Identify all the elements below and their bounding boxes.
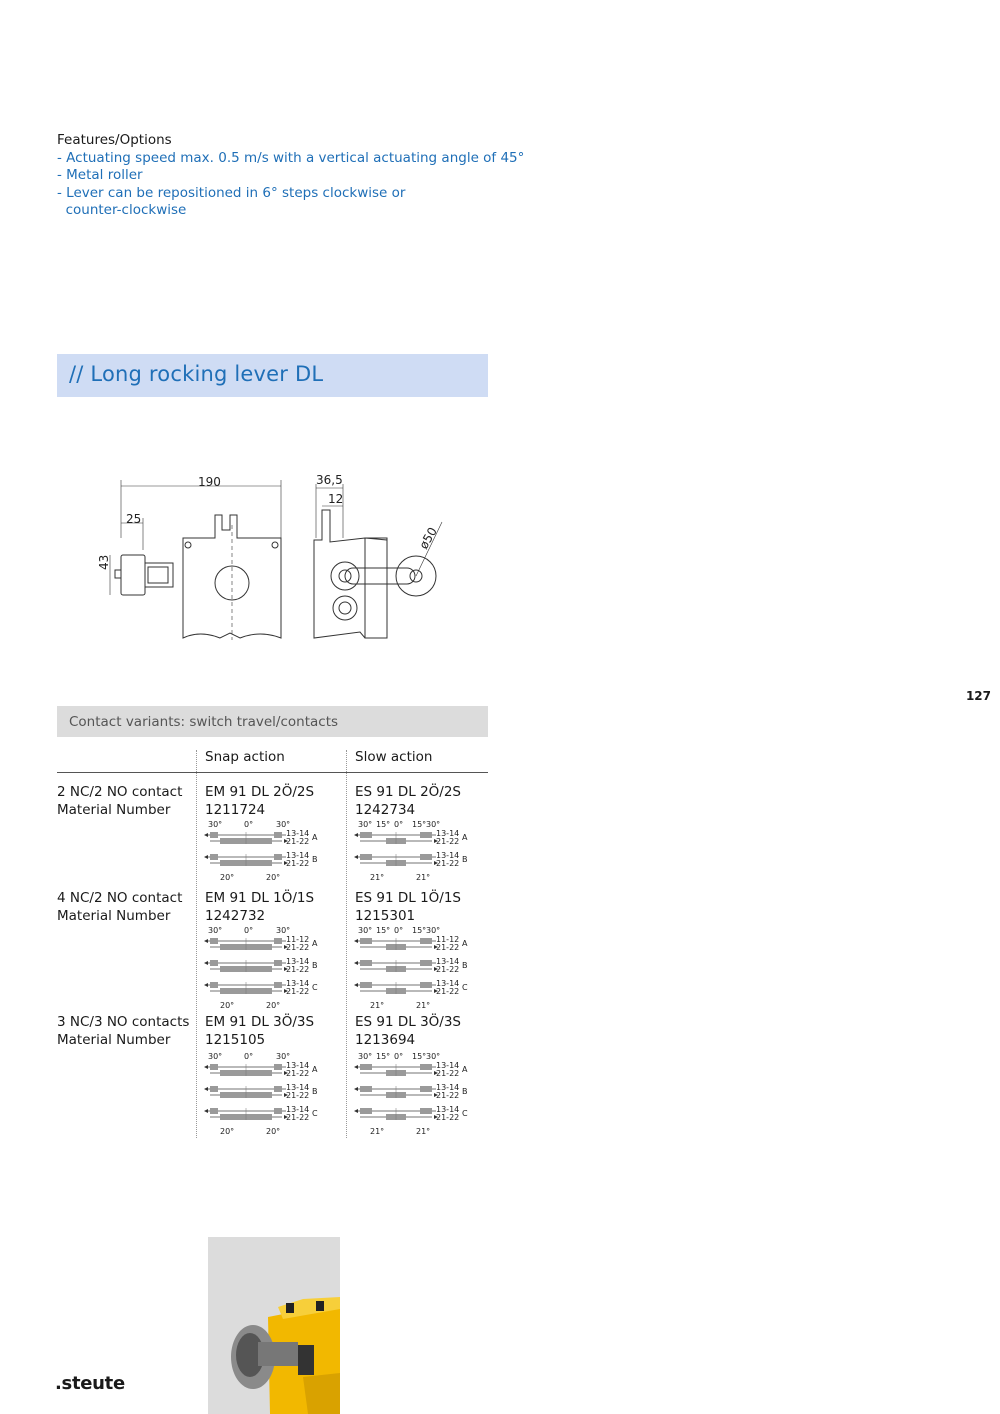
row-label: 2 NC/2 NO contact <box>57 784 183 800</box>
feature-line: counter-clockwise <box>57 202 187 219</box>
contact-bar <box>360 982 372 988</box>
contact-bar <box>420 832 432 838</box>
contact-bar <box>420 960 432 966</box>
variant-name: EM 91 DL 1Ö/1S <box>205 890 315 906</box>
angle-label: 30° <box>208 820 223 829</box>
angle-label: 30° <box>358 926 373 935</box>
contact-terminal-label: 21-22 <box>286 1113 310 1122</box>
dim-label: 190 <box>198 475 221 489</box>
contact-bar <box>210 854 218 860</box>
arrow-left <box>204 855 208 859</box>
features-block <box>57 132 524 220</box>
contact-terminal-label: 13-14 <box>286 829 310 838</box>
brand-logo: .steute <box>55 1373 125 1394</box>
contact-terminal-label: 13-14 <box>436 1105 460 1114</box>
contact-bar <box>210 938 218 944</box>
feature-line: - Lever can be repositioned in 6° steps clockwise or <box>57 184 406 201</box>
contact-bar <box>420 854 432 860</box>
contact-group-label: C <box>312 1109 318 1118</box>
angle-label: 15° <box>376 820 391 829</box>
contact-variants-bar <box>57 706 488 737</box>
contact-terminal-label: 21-22 <box>286 965 310 974</box>
contact-bar <box>274 854 282 860</box>
arrow-left <box>204 1109 208 1113</box>
angle-label: 30° <box>208 1052 223 1061</box>
contact-bar <box>210 1108 218 1114</box>
angle-label: 30° <box>276 820 291 829</box>
contact-bar <box>360 1108 372 1114</box>
column-header-snap: Snap action <box>205 749 285 765</box>
switching-diagram <box>200 1050 330 1136</box>
contact-group-label: B <box>312 1087 318 1096</box>
contact-bar <box>360 938 372 944</box>
angle-label: 20° <box>266 1127 281 1136</box>
contact-terminal-label: 21-22 <box>286 987 310 996</box>
contact-terminal-label: 13-14 <box>436 1083 460 1092</box>
contact-terminal-label: 21-22 <box>286 1091 310 1100</box>
contact-terminal-label: 13-14 <box>286 1061 310 1070</box>
angle-label: 21° <box>416 1001 431 1010</box>
contact-group-label: C <box>462 983 468 992</box>
dim-label: 36,5 <box>316 473 343 487</box>
arrow-left <box>354 855 358 859</box>
page-number: 127 <box>965 689 991 703</box>
arrow-left <box>204 961 208 965</box>
angle-label: 0° <box>244 1052 254 1061</box>
arrow-left <box>354 833 358 837</box>
contact-group-label: B <box>312 855 318 864</box>
contact-group-label: A <box>462 1065 468 1074</box>
table-divider <box>57 772 488 773</box>
contact-bar <box>360 832 372 838</box>
slow-variant <box>355 1014 461 1049</box>
contact-terminal-label: 11-12 <box>286 935 310 944</box>
snap-variant <box>205 784 314 819</box>
feature-line: - Metal roller <box>57 167 143 184</box>
arrow-left <box>354 1087 358 1091</box>
dim-label: ø50 <box>416 524 440 552</box>
contact-bar <box>210 1086 218 1092</box>
arrow-left <box>204 1087 208 1091</box>
variant-name: EM 91 DL 2Ö/2S <box>205 784 315 800</box>
angle-label: 21° <box>370 1001 385 1010</box>
contact-group-label: A <box>462 939 468 948</box>
contact-bar <box>420 938 432 944</box>
angle-label: 0° <box>244 926 254 935</box>
angle-label: 20° <box>220 1001 235 1010</box>
variant-name: ES 91 DL 1Ö/1S <box>355 890 461 906</box>
arrow-left <box>204 939 208 943</box>
features-title: Features/Options <box>57 132 172 148</box>
contact-bar <box>210 960 218 966</box>
dim-label: 12 <box>328 492 344 506</box>
contact-terminal-label: 13-14 <box>286 851 310 860</box>
angle-label: 15° <box>376 926 391 935</box>
contact-terminal-label: 21-22 <box>286 837 310 846</box>
angle-label: 0° <box>394 820 404 829</box>
contact-terminal-label: 13-14 <box>436 957 460 966</box>
material-number: 1242734 <box>355 801 416 818</box>
angle-label: 0° <box>244 820 254 829</box>
table-row <box>57 890 182 925</box>
arrow-left <box>354 1109 358 1113</box>
contact-group-label: B <box>462 961 468 970</box>
contact-bar <box>360 1064 372 1070</box>
contact-terminal-label: 21-22 <box>286 859 310 868</box>
contact-terminal-label: 21-22 <box>436 1091 460 1100</box>
contact-bar <box>210 982 218 988</box>
contact-variants-title: Contact variants: switch travel/contacts <box>69 714 339 730</box>
arrow-left <box>204 833 208 837</box>
dimension-drawing <box>90 470 450 650</box>
angle-label: 20° <box>266 1001 281 1010</box>
slow-variant <box>355 890 461 925</box>
contact-terminal-label: 13-14 <box>286 1105 310 1114</box>
contact-bar <box>420 1064 432 1070</box>
product-photo <box>208 1237 340 1414</box>
contact-group-label: A <box>462 833 468 842</box>
section-title: // Long rocking lever DL <box>69 362 324 386</box>
row-sublabel: Material Number <box>57 801 171 818</box>
contact-terminal-label: 13-14 <box>436 979 460 988</box>
angle-label: 0° <box>394 926 404 935</box>
contact-bar <box>274 938 282 944</box>
contact-bar <box>274 1086 282 1092</box>
arrow-left <box>354 1065 358 1069</box>
material-number: 1211724 <box>205 801 266 818</box>
contact-bar <box>274 960 282 966</box>
angle-label: 15° <box>376 1052 391 1061</box>
angle-label: 21° <box>370 1127 385 1136</box>
angle-label: 15° <box>412 926 427 935</box>
table-row <box>57 1014 189 1049</box>
dim-label: 25 <box>126 512 142 526</box>
contact-group-label: B <box>312 961 318 970</box>
contact-bar <box>420 1086 432 1092</box>
contact-terminal-label: 13-14 <box>286 1083 310 1092</box>
material-number: 1215105 <box>205 1031 266 1048</box>
arrow-left <box>354 961 358 965</box>
switching-diagram <box>350 818 480 882</box>
dim-label: 43 <box>97 554 111 570</box>
contact-bar <box>360 960 372 966</box>
contact-terminal-label: 21-22 <box>436 965 460 974</box>
arrow-left <box>354 983 358 987</box>
snap-variant <box>205 1014 314 1049</box>
contact-group-label: B <box>462 1087 468 1096</box>
contact-bar <box>420 982 432 988</box>
angle-label: 30° <box>426 926 441 935</box>
contact-group-label: A <box>312 1065 318 1074</box>
contact-terminal-label: 21-22 <box>286 1069 310 1078</box>
contact-group-label: A <box>312 939 318 948</box>
contact-group-label: A <box>312 833 318 842</box>
angle-label: 30° <box>276 926 291 935</box>
switching-diagram <box>200 818 330 882</box>
contact-bar <box>274 832 282 838</box>
contact-terminal-label: 13-14 <box>436 1061 460 1070</box>
angle-label: 15° <box>412 820 427 829</box>
contact-terminal-label: 13-14 <box>436 829 460 838</box>
contact-bar <box>210 832 218 838</box>
angle-label: 0° <box>394 1052 404 1061</box>
angle-label: 21° <box>370 873 385 882</box>
contact-group-label: B <box>462 855 468 864</box>
variant-name: ES 91 DL 3Ö/3S <box>355 1014 461 1030</box>
contact-bar <box>210 1064 218 1070</box>
material-number: 1213694 <box>355 1031 416 1048</box>
contact-terminal-label: 21-22 <box>436 943 460 952</box>
contact-bar <box>274 982 282 988</box>
contact-group-label: C <box>462 1109 468 1118</box>
contact-bar <box>274 1108 282 1114</box>
switching-diagram <box>200 924 330 1010</box>
table-row <box>57 784 182 819</box>
contact-terminal-label: 13-14 <box>436 851 460 860</box>
angle-label: 20° <box>220 1127 235 1136</box>
variant-name: ES 91 DL 2Ö/2S <box>355 784 461 800</box>
contact-terminal-label: 21-22 <box>436 1069 460 1078</box>
row-sublabel: Material Number <box>57 1031 171 1048</box>
switching-diagram <box>350 1050 480 1136</box>
switching-diagram <box>350 924 480 1010</box>
angle-label: 30° <box>276 1052 291 1061</box>
contact-terminal-label: 21-22 <box>436 1113 460 1122</box>
angle-label: 30° <box>426 1052 441 1061</box>
angle-label: 21° <box>416 1127 431 1136</box>
row-sublabel: Material Number <box>57 907 171 924</box>
material-number: 1215301 <box>355 907 416 924</box>
arrow-left <box>354 939 358 943</box>
angle-label: 21° <box>416 873 431 882</box>
contact-bar <box>420 1108 432 1114</box>
contact-terminal-label: 13-14 <box>286 957 310 966</box>
contact-terminal-label: 21-22 <box>436 837 460 846</box>
contact-terminal-label: 21-22 <box>436 859 460 868</box>
contact-bar <box>274 1064 282 1070</box>
angle-label: 20° <box>220 873 235 882</box>
column-separator <box>196 750 197 1138</box>
column-separator <box>346 750 347 1138</box>
angle-label: 30° <box>208 926 223 935</box>
angle-label: 20° <box>266 873 281 882</box>
angle-label: 15° <box>412 1052 427 1061</box>
slow-variant <box>355 784 461 819</box>
angle-label: 30° <box>426 820 441 829</box>
contact-terminal-label: 13-14 <box>286 979 310 988</box>
contact-terminal-label: 21-22 <box>286 943 310 952</box>
contact-terminal-label: 11-12 <box>436 935 460 944</box>
row-label: 4 NC/2 NO contact <box>57 890 183 906</box>
angle-label: 30° <box>358 820 373 829</box>
contact-bar <box>360 854 372 860</box>
arrow-left <box>204 983 208 987</box>
contact-group-label: C <box>312 983 318 992</box>
angle-label: 30° <box>358 1052 373 1061</box>
contact-terminal-label: 21-22 <box>436 987 460 996</box>
row-label: 3 NC/3 NO contacts <box>57 1014 190 1030</box>
material-number: 1242732 <box>205 907 266 924</box>
snap-variant <box>205 890 314 925</box>
column-header-slow: Slow action <box>355 749 433 765</box>
feature-line: - Actuating speed max. 0.5 m/s with a vertical actuating angle of 45° <box>57 149 525 166</box>
arrow-left <box>204 1065 208 1069</box>
section-heading-bar <box>57 354 488 397</box>
contact-bar <box>360 1086 372 1092</box>
variant-name: EM 91 DL 3Ö/3S <box>205 1014 315 1030</box>
